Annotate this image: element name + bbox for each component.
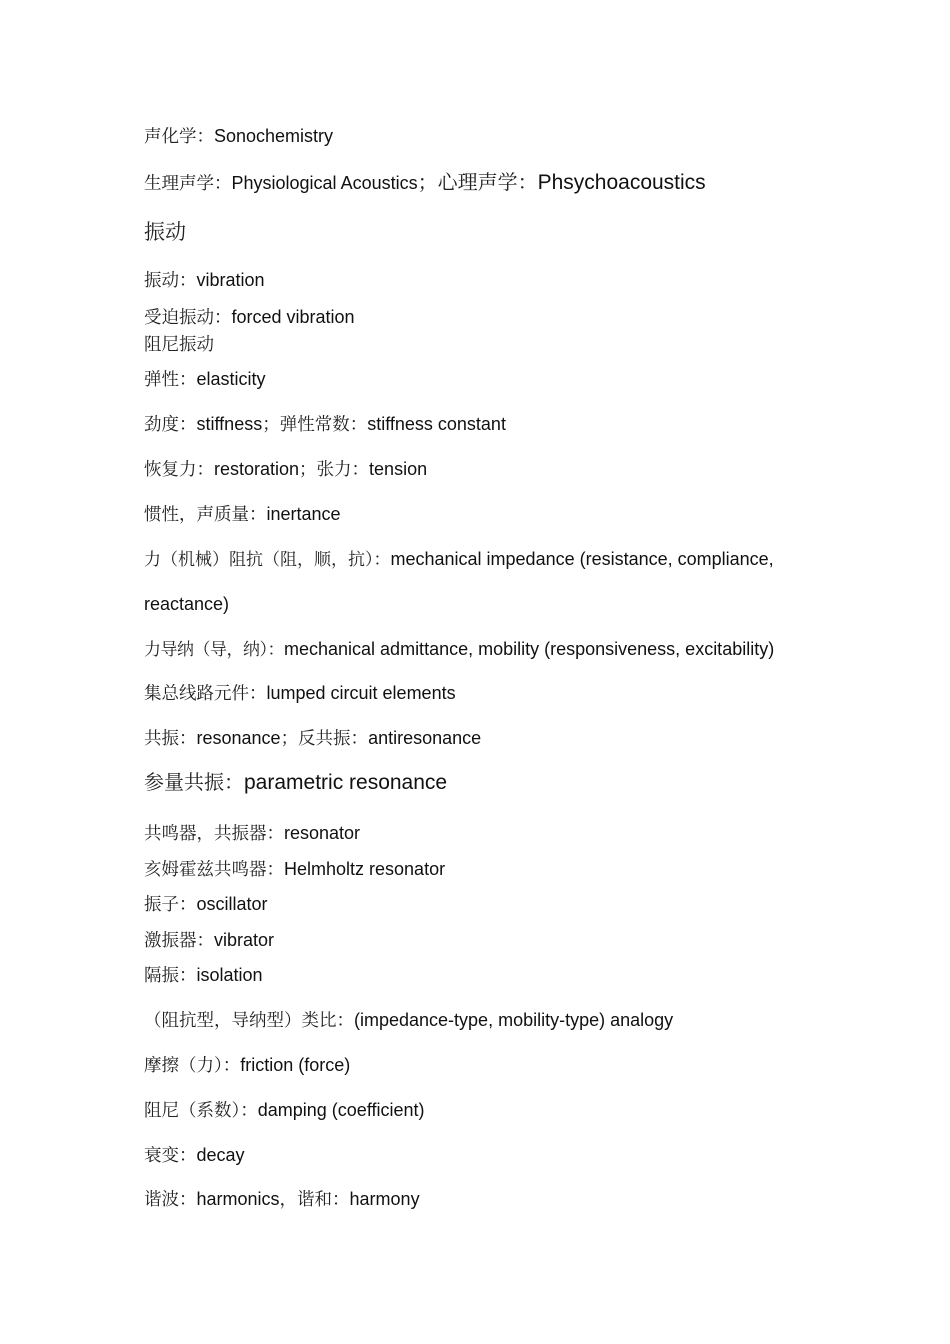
term-line-helmholtz-resonator: 亥姆霍兹共鸣器：Helmholtz resonator xyxy=(144,859,446,880)
term-line-vibrator: 激振器：vibrator xyxy=(144,930,275,951)
term-line-damped-vibration: 阻尼振动 xyxy=(144,335,214,355)
term-line-damping: 阻尼（系数）：damping (coefficient) xyxy=(144,1100,425,1121)
term-line-restoration: 恢复力：restoration；张力：tension xyxy=(144,459,428,480)
term-line-decay: 衰变：decay xyxy=(144,1145,245,1166)
term-line-analogy: （阻抗型，导纳型）类比：(impedance-type, mobility-type) analogy xyxy=(144,1010,674,1031)
term-line-forced-vibration: 受迫振动：forced vibration xyxy=(144,307,355,328)
term-line-vibration: 振动：vibration xyxy=(144,270,265,291)
term-line-inertance: 惯性，声质量：inertance xyxy=(144,504,341,525)
term-line-resonator: 共鸣器，共振器：resonator xyxy=(144,823,361,844)
term-line-elasticity: 弹性：elasticity xyxy=(144,369,266,390)
section-heading-vibration: 振动 xyxy=(144,220,186,244)
term-line-physiological-acoustics: 生理声学：Physiological Acoustics；心理声学：Phsychoacoustics xyxy=(144,170,706,194)
term-line-isolation: 隔振：isolation xyxy=(144,965,263,986)
term-line-harmonics: 谐波：harmonics，谐和：harmony xyxy=(144,1189,420,1210)
term-line-resonance: 共振：resonance；反共振：antiresonance xyxy=(144,728,482,749)
term-line-reactance-continued: reactance) xyxy=(144,594,230,614)
term-line-stiffness: 劲度：stiffness；弹性常数：stiffness constant xyxy=(144,414,506,435)
term-line-friction: 摩擦（力）：friction (force) xyxy=(144,1055,351,1076)
term-line-mechanical-impedance: 力（机械）阻抗（阻，顺，抗）：mechanical impedance (resistance, compliance, xyxy=(144,549,774,570)
term-line-sonochemistry: 声化学：Sonochemistry xyxy=(144,126,334,147)
term-line-parametric-resonance: 参量共振：parametric resonance xyxy=(144,770,448,794)
term-line-lumped-circuit: 集总线路元件：lumped circuit elements xyxy=(144,683,456,704)
term-line-mechanical-admittance: 力导纳（导，纳）：mechanical admittance, mobility (responsiveness, excitability) xyxy=(144,639,775,660)
term-line-oscillator: 振子：oscillator xyxy=(144,894,268,915)
